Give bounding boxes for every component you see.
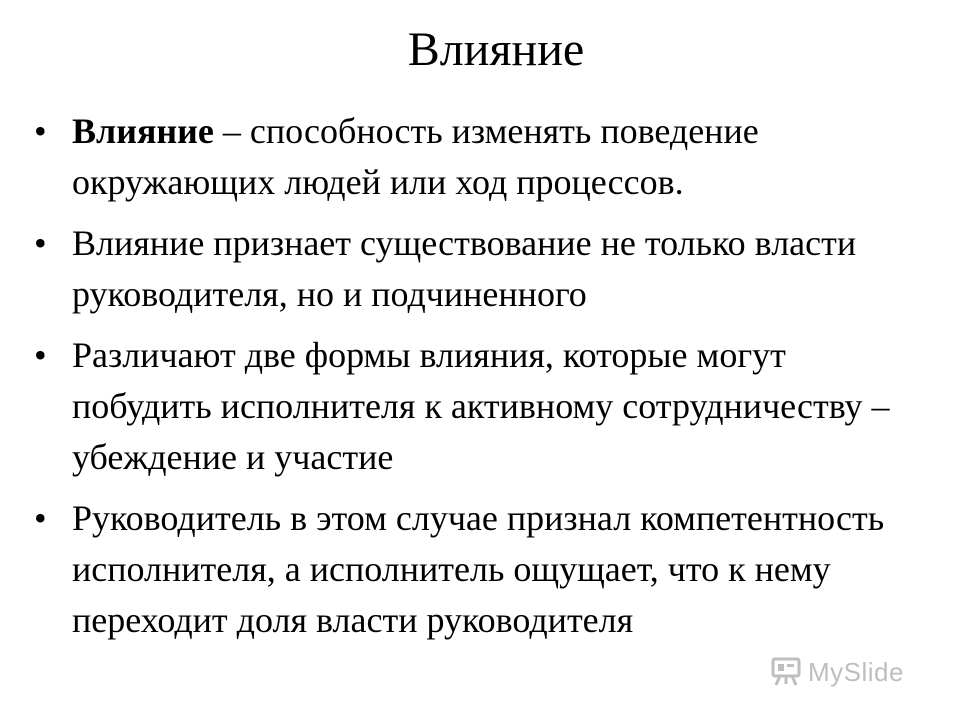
bullet-marker: • xyxy=(34,335,47,375)
bullet-bold-term: Влияние xyxy=(72,111,214,151)
bullet-list xyxy=(34,106,934,656)
bullet-item xyxy=(34,330,934,483)
presentation-board-icon xyxy=(770,657,802,687)
bullet-text: Различают две формы влияния, которые могут побудить исполнителя к активному сотрудничеству – убеждение и участие xyxy=(72,335,890,477)
slide-title: Влияние xyxy=(407,23,585,76)
bullet-marker: • xyxy=(34,498,47,538)
bullet-text xyxy=(72,111,759,202)
bullet-item xyxy=(34,106,934,208)
bullet-text: Руководитель в этом случае признал компетентность исполнителя, а исполнитель ощущает, что к нему переходит доля власти руководителя xyxy=(72,498,885,640)
bullet-marker: • xyxy=(34,223,47,263)
bullet-marker: • xyxy=(34,111,47,151)
watermark-logo xyxy=(770,654,904,690)
bullet-text: Влияние признает существование не только власти руководителя, но и подчиненного xyxy=(72,223,857,314)
bullet-item xyxy=(34,218,934,320)
bullet-body: – способность изменять поведение окружающих людей или ход процессов. xyxy=(72,111,759,202)
watermark-text: MySlide xyxy=(808,656,904,687)
bullet-item xyxy=(34,493,934,646)
